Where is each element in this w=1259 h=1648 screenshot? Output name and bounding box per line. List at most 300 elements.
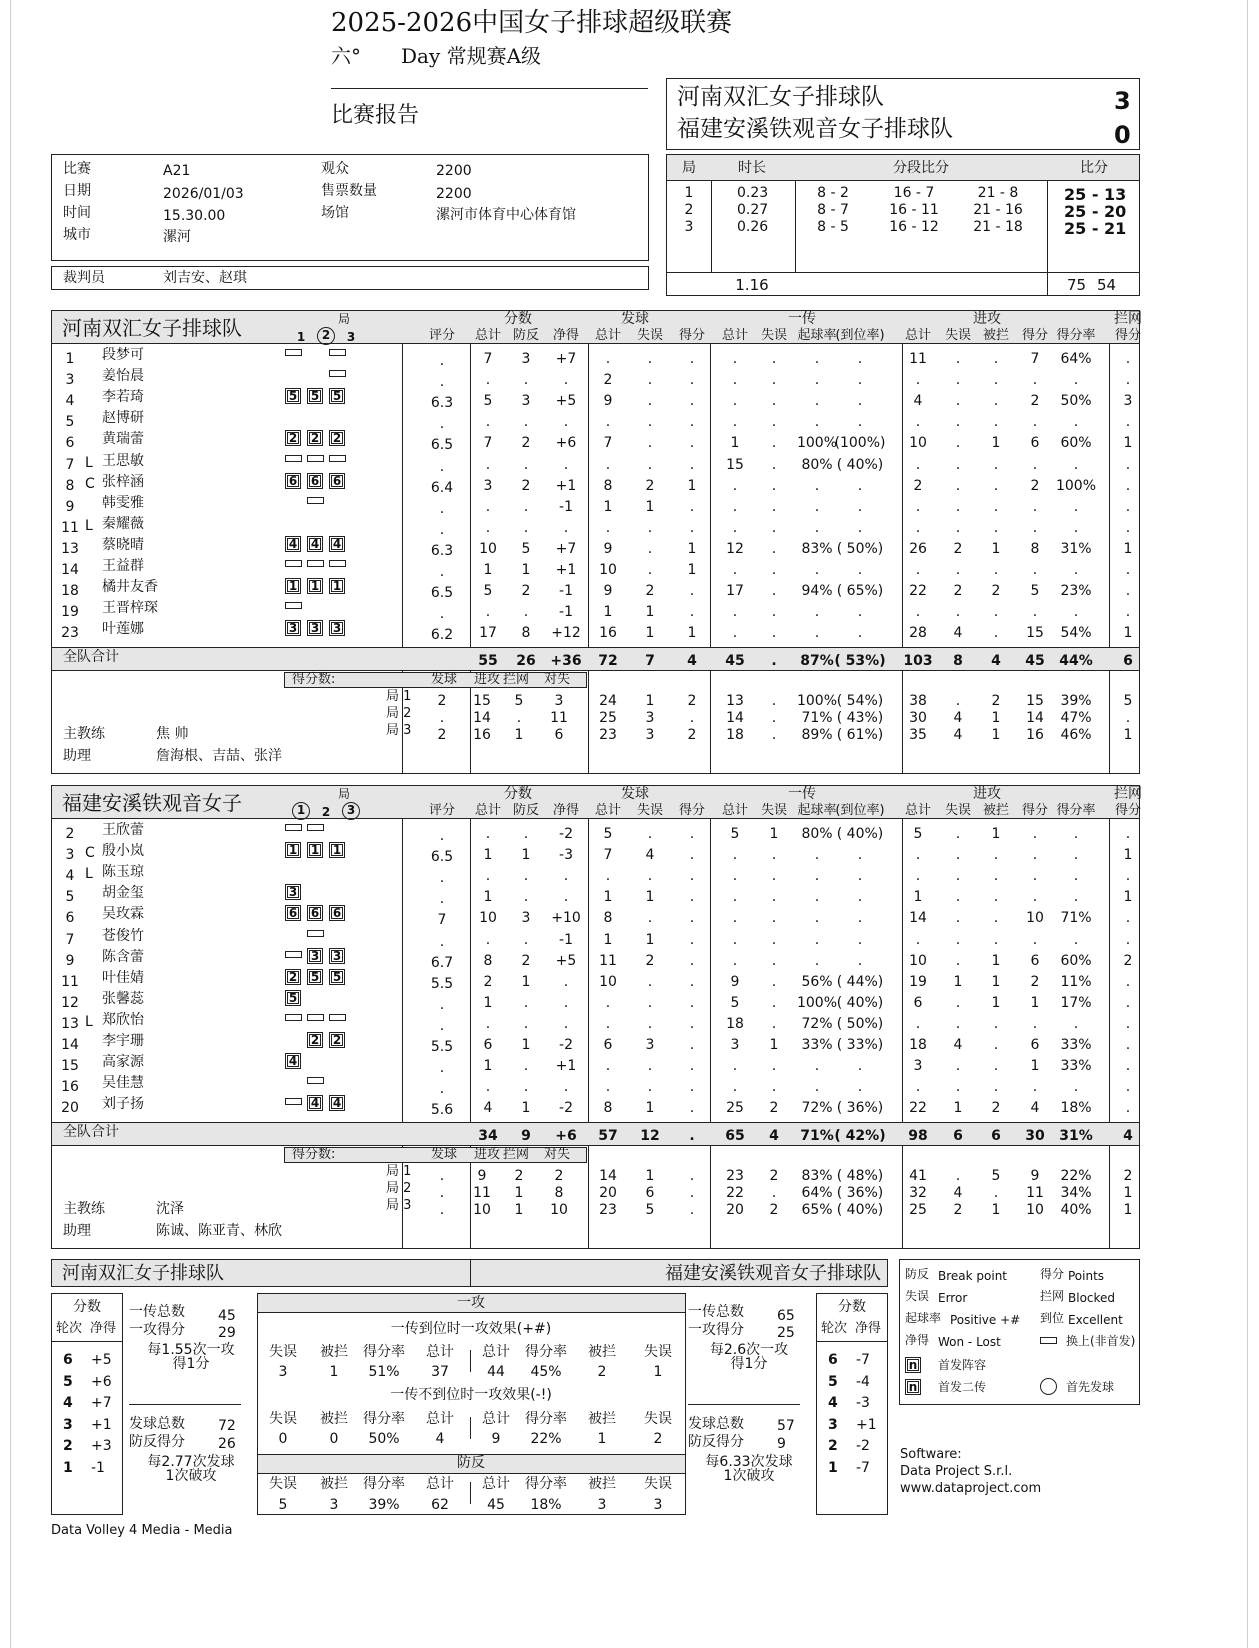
fa-col-header: 失误: [644, 1411, 672, 1427]
stat-cell: 1: [603, 498, 613, 515]
stat-cell: .: [955, 847, 961, 864]
partial-8: 8 - 7: [817, 202, 849, 218]
fa-col-header: 失误: [269, 1344, 297, 1360]
partial-21: 21 - 8: [977, 185, 1019, 201]
stat-cell: 1: [991, 952, 1001, 969]
player-rating: .: [439, 996, 445, 1013]
stat-cell: .: [814, 372, 820, 389]
stat-cell: 2: [991, 1100, 1001, 1117]
stat-cell: .: [993, 393, 999, 410]
col-header: 总计: [904, 328, 932, 343]
starter-position-box: 6: [307, 905, 323, 921]
stat-cell: .: [1032, 604, 1038, 621]
stat-cell: .: [771, 372, 777, 389]
stat-cell: .: [955, 351, 961, 367]
player-name: 段梦可: [102, 347, 144, 363]
player-rating: 5.6: [430, 1102, 454, 1119]
total-cell: 12: [640, 1128, 660, 1144]
assistant-label: 助理: [63, 748, 91, 764]
set-stat-cell: .: [955, 693, 961, 709]
first-serve-circle-icon: [1040, 1378, 1057, 1395]
stat-cell: .: [814, 519, 820, 536]
set-col-header: 局: [682, 160, 696, 176]
team-name: 福建安溪铁观音女子: [62, 791, 242, 815]
stat-cell: .: [1032, 1015, 1038, 1032]
stat-cell: .: [689, 1015, 695, 1032]
stat-cell: +1: [555, 1058, 577, 1075]
stat-cell: 1: [953, 1100, 963, 1117]
player-rating: .: [439, 353, 445, 369]
stat-cell: .: [771, 994, 777, 1011]
set-stat-cell: ( 61%): [836, 727, 884, 743]
substitute-marker-icon: [329, 560, 346, 567]
stat-cell: .: [732, 393, 738, 410]
stat-cell: +10: [551, 910, 581, 927]
stat-cell: 16: [599, 625, 617, 642]
stat-cell: .: [771, 456, 777, 473]
starter-position-box: 5: [285, 388, 301, 404]
set-stat-cell: 3: [645, 710, 655, 726]
starter-position-box: 4: [329, 1095, 345, 1111]
rotation-net: +7: [91, 1395, 112, 1411]
set-stat-cell: 32: [909, 1185, 927, 1201]
starter-marker-icon: n: [905, 1357, 921, 1373]
stat-cell: 1: [687, 477, 697, 494]
stat-cell: 7: [483, 351, 493, 367]
starter-position-box: 4: [307, 536, 323, 552]
set-stat-cell: 4: [953, 1185, 963, 1201]
player-number: 13: [61, 540, 79, 557]
stat-cell: .: [485, 931, 491, 948]
label-tickets: 售票数量: [321, 183, 377, 199]
total-cell: 6: [1123, 653, 1133, 669]
stat-cell: .: [523, 604, 529, 621]
set-row-label: 局 1: [386, 1164, 412, 1179]
stat-cell: .: [732, 889, 738, 906]
stat-cell: .: [857, 889, 863, 906]
coach-name: 焦 帅: [156, 726, 189, 742]
stat-cell: .: [814, 414, 820, 431]
rotation-number: 1: [828, 1459, 838, 1476]
set-stat-cell: 11: [1026, 1185, 1044, 1201]
stat-cell: 1: [991, 540, 1001, 557]
stat-cell: .: [993, 625, 999, 642]
b-serve-ratio-2: 1次破攻: [723, 1468, 775, 1484]
stat-cell: 6: [1030, 1037, 1040, 1053]
stat-cell: .: [857, 498, 863, 515]
stat-cell: .: [771, 952, 777, 969]
player-rating: .: [439, 1060, 445, 1077]
stat-cell: 80%: [801, 826, 833, 842]
total-cell: 31%: [1059, 1128, 1093, 1144]
stat-cell: ( 40%): [836, 994, 884, 1011]
software-url[interactable]: www.dataproject.com: [900, 1481, 1042, 1496]
player-role-mark: C: [85, 845, 95, 862]
stat-cell: 2: [913, 477, 923, 494]
stat-cell: 10: [479, 910, 497, 927]
fa-col-header: 得分率: [525, 1344, 567, 1360]
recv-group: 一传: [788, 311, 816, 327]
stat-cell: 8: [603, 477, 613, 494]
fa-cell: 51%: [368, 1364, 400, 1380]
points-col-header: 发球: [430, 672, 458, 687]
set-stat-cell: .: [689, 1185, 695, 1201]
set-stat-cell: ( 54%): [836, 693, 884, 709]
stat-cell: 2: [521, 952, 531, 969]
total-cell: ( 42%): [834, 1128, 886, 1144]
stat-cell: 17%: [1060, 994, 1092, 1011]
partial-16: 16 - 11: [889, 202, 939, 218]
col-header: 总计: [904, 803, 932, 818]
stat-cell: 1: [1123, 435, 1133, 452]
starter-position-box: 4: [329, 536, 345, 552]
stat-cell: 2: [769, 1100, 779, 1117]
player-name: 刘子扬: [102, 1096, 144, 1113]
stat-cell: .: [955, 889, 961, 906]
b-serve-label: 发球总数: [688, 1416, 744, 1432]
stat-cell: 8: [603, 910, 613, 927]
round-label: Day 常规赛A级: [401, 44, 542, 68]
stat-cell: 100%: [796, 994, 838, 1011]
player-rating: 5.5: [430, 975, 454, 992]
partial-score-col-header: 分段比分: [893, 160, 949, 176]
set-stat-cell: 15: [1026, 693, 1044, 709]
stat-cell: 17: [479, 625, 497, 642]
fa-col-header: 失误: [644, 1476, 672, 1492]
total-cell: .: [689, 1128, 695, 1144]
set-points-cell: .: [439, 1168, 445, 1184]
setter-marker-icon: n: [905, 1379, 921, 1395]
set-stat-cell: 2: [769, 1168, 779, 1184]
total-cell: .: [771, 653, 777, 669]
stat-cell: .: [814, 604, 820, 621]
stat-cell: ( 65%): [836, 583, 884, 600]
rotation-box-b: [816, 1293, 888, 1515]
stat-cell: .: [1125, 1058, 1131, 1075]
stat-cell: .: [857, 910, 863, 927]
legend-bp-key: 防反: [905, 1267, 930, 1281]
total-cell: 26: [516, 653, 536, 669]
stat-cell: .: [563, 868, 569, 885]
set-points-cell: 11: [550, 710, 568, 726]
stat-cell: .: [771, 498, 777, 515]
recv-group: 一传: [788, 786, 816, 802]
player-number: 11: [61, 973, 79, 990]
stat-cell: .: [857, 1058, 863, 1075]
fa-title: 一攻: [457, 1295, 485, 1311]
value-match: A21: [163, 163, 191, 179]
set-points-cell: 9: [477, 1168, 487, 1184]
stat-cell: 1: [769, 1037, 779, 1053]
player-role-mark: L: [85, 1013, 93, 1030]
stat-cell: .: [523, 931, 529, 948]
total-cell: 4: [687, 653, 697, 669]
rotation-header-rot: 轮次: [56, 1321, 83, 1336]
b-fa-value: 25: [777, 1325, 795, 1341]
stat-cell: .: [1125, 1079, 1131, 1096]
starter-position-box: 1: [285, 842, 301, 858]
stat-cell: .: [915, 372, 921, 389]
stat-cell: 2: [645, 477, 655, 494]
stat-cell: 1: [991, 826, 1001, 842]
stat-cell: .: [485, 868, 491, 885]
stat-cell: 1: [1030, 994, 1040, 1011]
stat-cell: .: [1125, 519, 1131, 536]
fa-cell: 1: [653, 1364, 663, 1380]
software-company: Data Project S.r.l.: [900, 1464, 1013, 1479]
player-rating: .: [439, 564, 445, 580]
stat-cell: .: [1032, 847, 1038, 864]
player-name: 黄瑞蕾: [102, 431, 144, 448]
stat-cell: .: [771, 625, 777, 642]
a-recv-label: 一传总数: [129, 1304, 185, 1320]
stat-cell: .: [689, 351, 695, 367]
stat-cell: -1: [559, 931, 573, 948]
stat-cell: .: [955, 1058, 961, 1075]
stat-cell: 4: [913, 393, 923, 410]
col-header: 得分: [1021, 803, 1049, 818]
player-rating: .: [439, 870, 445, 887]
points-col-header: 对失: [543, 1147, 571, 1162]
stat-cell: .: [915, 456, 921, 473]
total-cell: +36: [550, 653, 582, 669]
stat-cell: .: [732, 847, 738, 864]
stat-cell: -3: [559, 847, 573, 864]
fa-cell: 4: [435, 1431, 445, 1447]
set-stat-cell: .: [993, 1185, 999, 1201]
stat-cell: .: [647, 414, 653, 431]
fa-col-header: 总计: [426, 1476, 454, 1492]
stat-cell: .: [732, 910, 738, 927]
player-number: 8: [65, 477, 75, 494]
stat-cell: 11: [599, 952, 617, 969]
stat-cell: 7: [603, 847, 613, 864]
total-cell: 103: [903, 653, 933, 669]
set-stat-cell: 3: [645, 727, 655, 743]
player-name: 韩雯雅: [102, 494, 144, 511]
stat-cell: 31%: [1060, 540, 1092, 557]
stat-cell: 2: [521, 477, 531, 494]
stat-cell: 4: [645, 847, 655, 864]
stat-cell: 1: [1123, 540, 1133, 557]
stat-cell: 3: [730, 1037, 740, 1053]
set-circle-icon: 3: [342, 802, 360, 820]
col-header: 总计: [721, 328, 749, 343]
stat-cell: 11: [909, 351, 927, 367]
stat-cell: 28: [909, 625, 927, 642]
player-number: 20: [61, 1100, 79, 1117]
player-rating: .: [439, 828, 445, 844]
set-stat-cell: 4: [953, 710, 963, 726]
stat-cell: 33%: [801, 1037, 833, 1053]
stat-cell: 8: [521, 625, 531, 642]
stat-cell: .: [689, 1079, 695, 1096]
stat-cell: .: [485, 519, 491, 536]
stat-cell: .: [647, 1079, 653, 1096]
stat-cell: ( 40%): [836, 456, 884, 473]
b-recv-value: 65: [777, 1308, 795, 1324]
stat-cell: .: [605, 994, 611, 1011]
legend-exc-value: Excellent: [1068, 1313, 1123, 1327]
stat-cell: .: [1125, 414, 1131, 431]
b-serve-ratio: 每6.33次发球: [705, 1454, 793, 1470]
stat-cell: .: [1125, 372, 1131, 389]
stat-cell: 3: [913, 1058, 923, 1075]
stat-cell: .: [563, 414, 569, 431]
player-number: 7: [65, 456, 75, 473]
points-col-header: 进攻: [473, 672, 501, 687]
stat-cell: .: [732, 931, 738, 948]
fa-cell: 45: [487, 1497, 505, 1513]
total-cell: 44%: [1059, 653, 1093, 669]
col-header: 评分: [428, 803, 456, 818]
col-header: 总计: [594, 803, 622, 818]
label-referee: 裁判员: [63, 270, 105, 286]
value-tickets: 2200: [436, 186, 472, 202]
set-stat-cell: 1: [645, 693, 655, 709]
rotation-net: +5: [91, 1352, 112, 1368]
set-final-score: 25 - 21: [1064, 219, 1127, 238]
partial-8: 8 - 5: [817, 219, 849, 235]
total-cell: 9: [521, 1128, 531, 1144]
total-duration: 1.16: [735, 276, 769, 294]
stat-cell: .: [814, 351, 820, 367]
fa-col-header: 被拦: [588, 1411, 616, 1427]
stat-cell: 3: [521, 351, 531, 367]
stat-cell: .: [1073, 604, 1079, 621]
set-stat-cell: 23: [599, 727, 617, 743]
stat-cell: .: [647, 1058, 653, 1075]
stat-cell: .: [771, 1015, 777, 1032]
stat-cell: .: [955, 1015, 961, 1032]
set-header-num: 3: [346, 330, 356, 344]
set-stat-cell: 16: [1026, 727, 1044, 743]
stat-cell: .: [1073, 372, 1079, 389]
stat-cell: .: [857, 351, 863, 367]
set-stat-cell: 23: [599, 1202, 617, 1218]
stat-cell: .: [993, 498, 999, 515]
stat-cell: .: [732, 625, 738, 642]
player-number: 4: [65, 393, 75, 410]
stat-cell: .: [993, 931, 999, 948]
starter-position-box: 1: [307, 842, 323, 858]
starter-position-box: 2: [329, 430, 345, 446]
total-cell: 71%: [800, 1128, 834, 1144]
stat-cell: .: [1125, 1100, 1131, 1117]
stat-cell: .: [689, 456, 695, 473]
stat-cell: .: [771, 519, 777, 536]
stat-cell: .: [732, 1058, 738, 1075]
substitute-marker-icon: [329, 349, 346, 356]
stat-cell: 1: [991, 994, 1001, 1011]
player-name: 蔡晓晴: [102, 536, 144, 553]
stat-cell: .: [1032, 456, 1038, 473]
stat-cell: .: [605, 351, 611, 367]
total-cell: 4: [1123, 1128, 1133, 1144]
stat-cell: .: [1125, 583, 1131, 600]
fa-col-header: 被拦: [588, 1344, 616, 1360]
fa-cell: 18%: [530, 1497, 562, 1513]
stat-cell: .: [647, 973, 653, 990]
player-name: 秦耀薇: [102, 515, 144, 532]
summary-team-a: 河南双汇女子排球队: [62, 1263, 224, 1284]
stat-cell: 10: [909, 952, 927, 969]
stat-cell: (100%): [834, 435, 886, 452]
points-col-header: 发球: [430, 1147, 458, 1162]
stat-cell: .: [1032, 931, 1038, 948]
stat-cell: .: [485, 826, 491, 842]
set-scores-box: [666, 154, 1140, 296]
player-name: 李宇珊: [102, 1033, 144, 1049]
stat-cell: 7: [1030, 351, 1040, 367]
a-fa-label: 一攻得分: [129, 1322, 185, 1338]
stat-cell: .: [647, 393, 653, 410]
starter-position-box: 6: [329, 473, 345, 489]
stat-cell: .: [771, 973, 777, 990]
stat-cell: .: [523, 826, 529, 842]
stat-cell: .: [1032, 414, 1038, 431]
player-number: 1: [65, 351, 75, 367]
total-row-band: [52, 648, 1139, 671]
b-fa-ratio-2: 得1分: [730, 1356, 768, 1372]
stat-cell: .: [955, 910, 961, 927]
col-header: 防反: [512, 803, 540, 818]
stat-cell: .: [1073, 826, 1079, 842]
legend-bp-value: Break point: [938, 1269, 1008, 1283]
legend-setter: 首发二传: [938, 1380, 987, 1394]
col-header: 失误: [636, 328, 664, 343]
player-number: 11: [61, 519, 79, 536]
player-number: 4: [65, 868, 75, 885]
player-name: 吴玫霖: [102, 906, 144, 923]
stat-cell: 15: [726, 456, 744, 473]
substitute-marker-icon: [285, 951, 302, 958]
stat-cell: .: [563, 519, 569, 536]
total-cell: 57: [598, 1128, 618, 1144]
stat-cell: 72%: [801, 1100, 833, 1117]
stat-cell: .: [1032, 372, 1038, 389]
stat-cell: 33%: [1060, 1037, 1092, 1053]
stat-cell: 1: [483, 1058, 493, 1075]
stat-cell: .: [1073, 1079, 1079, 1096]
substitute-marker-icon: [307, 497, 324, 504]
set-points-cell: 10: [473, 1202, 491, 1218]
starter-position-box: 2: [285, 969, 301, 985]
total-points-b: 54: [1097, 276, 1117, 294]
stat-cell: 1: [521, 1037, 531, 1053]
stat-cell: .: [647, 826, 653, 842]
stat-cell: .: [993, 604, 999, 621]
b-recv-label: 一传总数: [688, 1304, 744, 1320]
a-recv-value: 45: [218, 1308, 236, 1324]
b-fa-label: 一攻得分: [688, 1322, 744, 1338]
fa-col-header: 得分率: [363, 1411, 405, 1427]
stat-cell: .: [993, 910, 999, 927]
set-points-cell: 5: [514, 693, 524, 709]
set-row-label: 局 1: [386, 689, 412, 704]
player-role-mark: L: [85, 866, 93, 883]
stat-cell: .: [955, 456, 961, 473]
stat-cell: .: [647, 540, 653, 557]
set-stat-cell: 9: [1030, 1168, 1040, 1184]
stat-cell: .: [1073, 931, 1079, 948]
stat-cell: 3: [645, 1037, 655, 1053]
stat-cell: .: [647, 456, 653, 473]
rotation-number: 2: [828, 1438, 838, 1454]
stat-cell: 19: [909, 973, 927, 990]
total-cell: 45: [725, 653, 745, 669]
a-bp-label: 防反得分: [129, 1434, 185, 1450]
